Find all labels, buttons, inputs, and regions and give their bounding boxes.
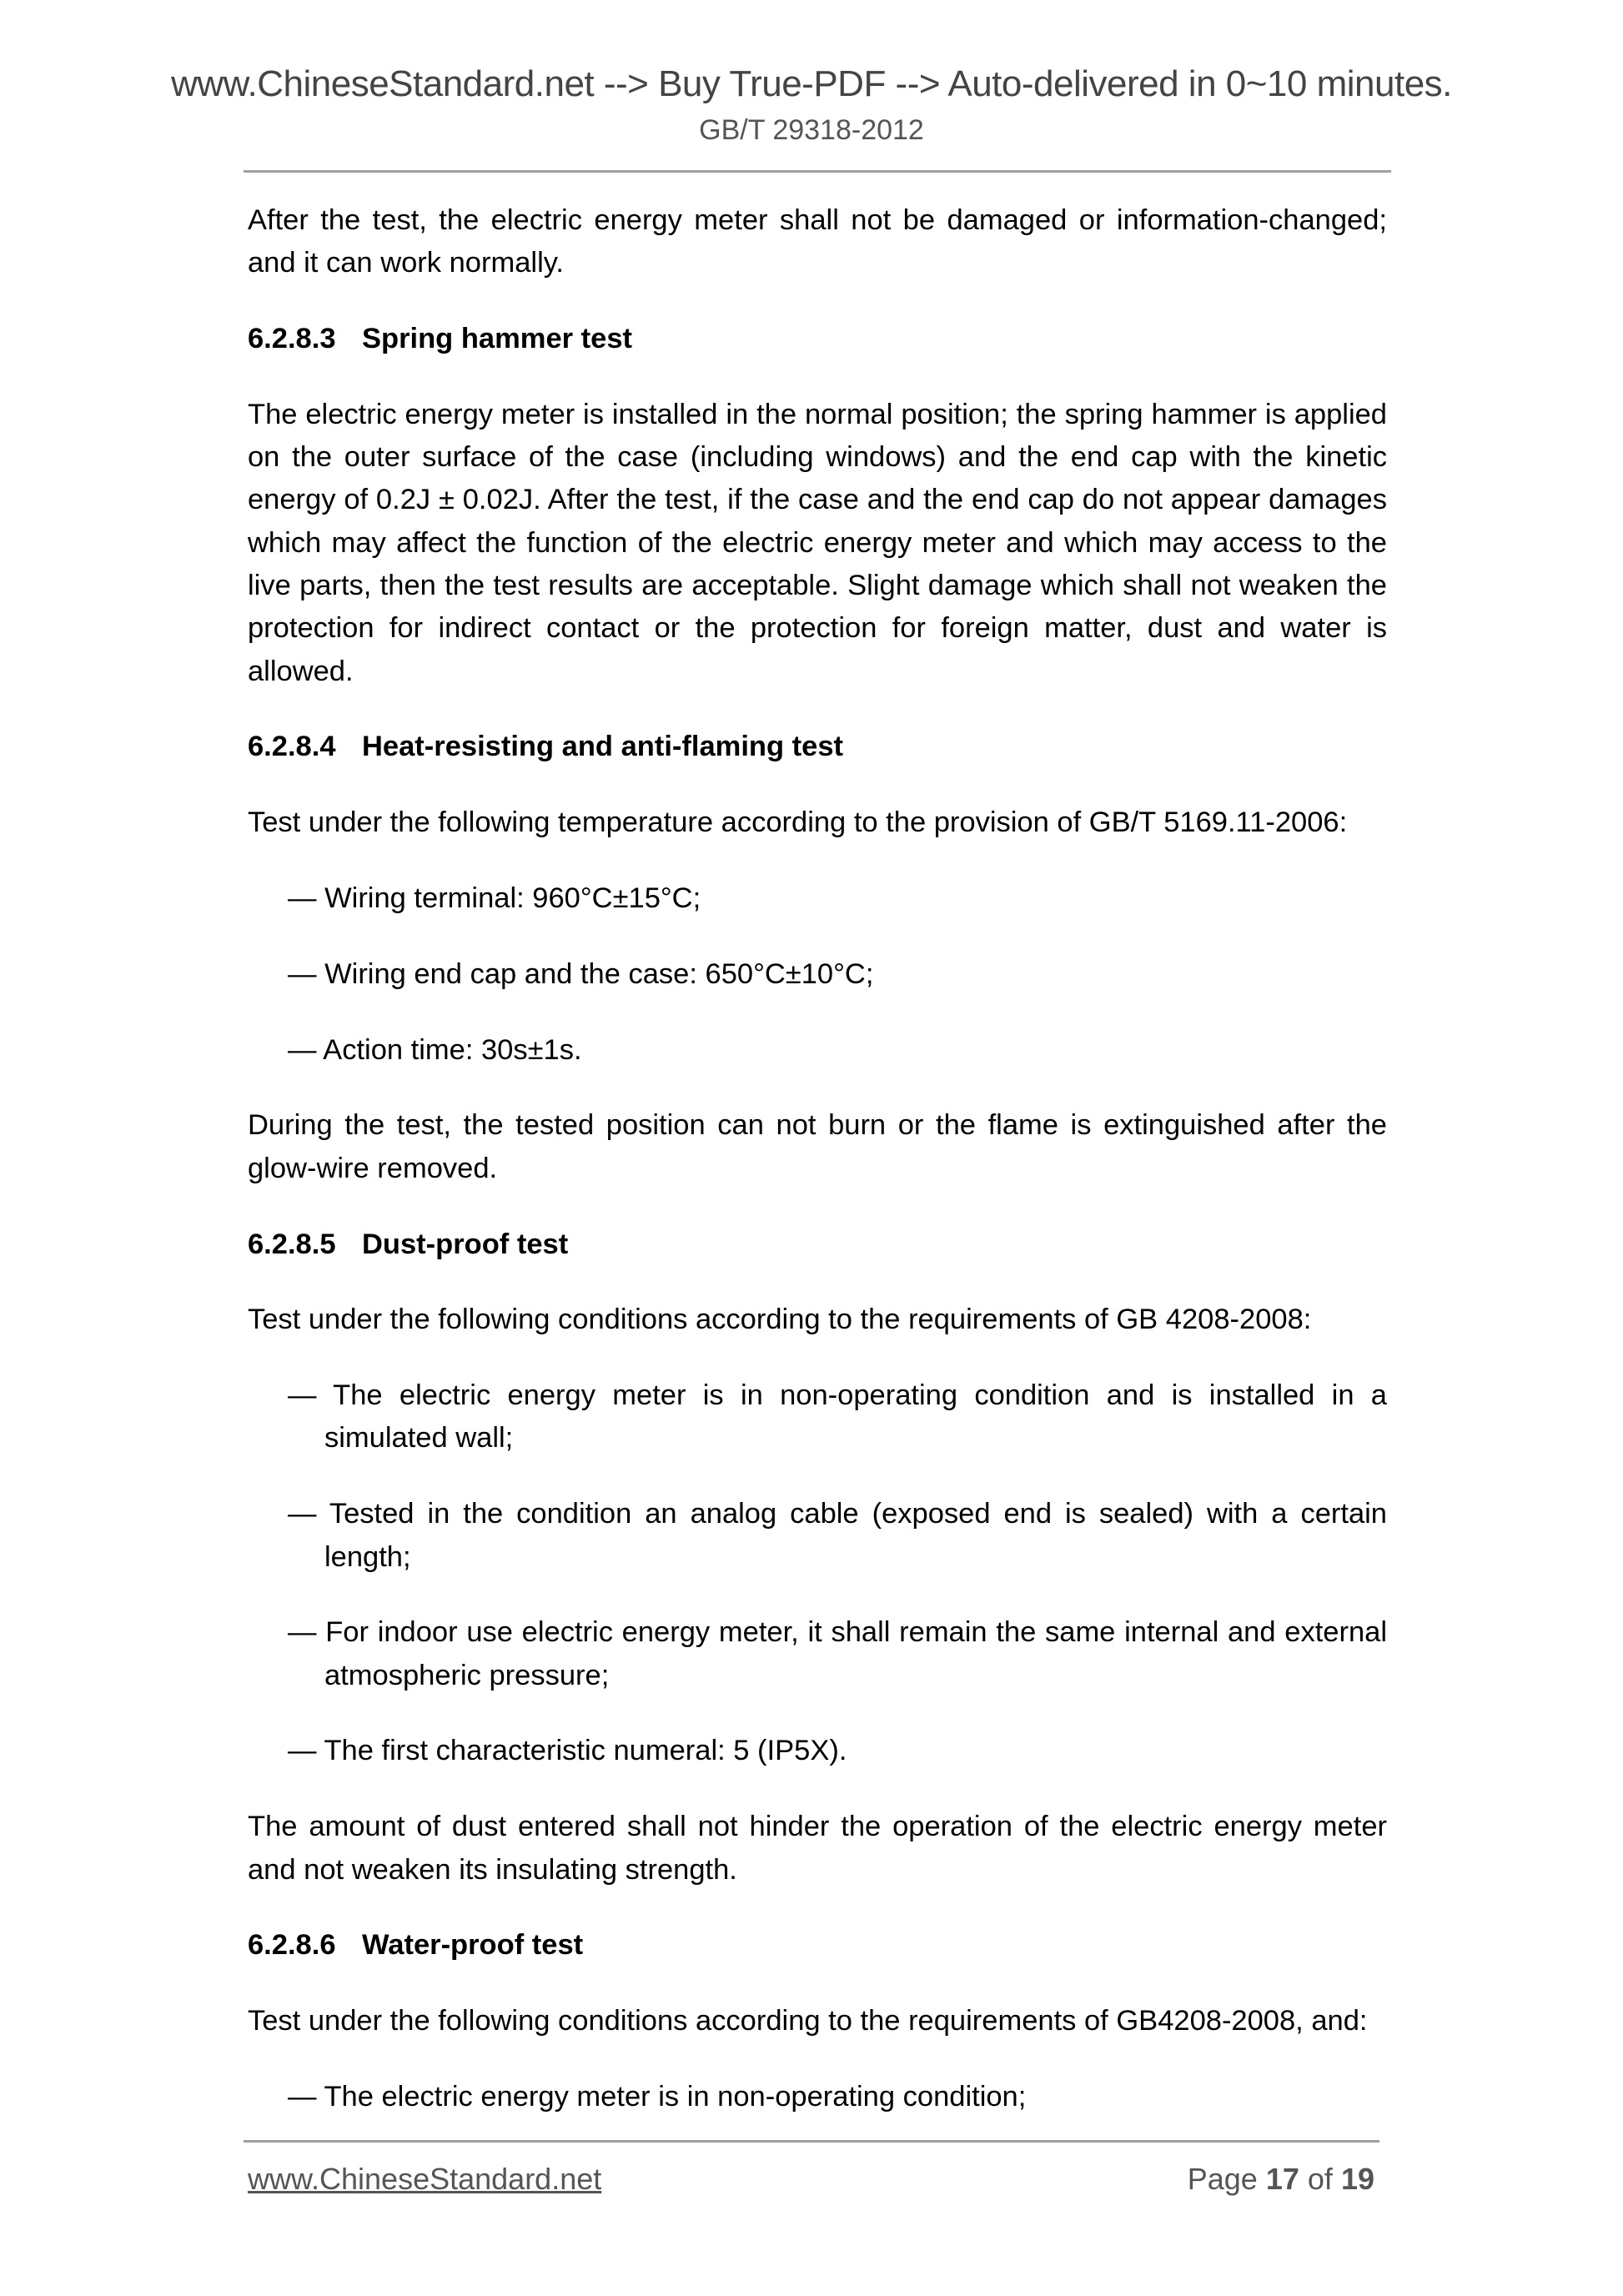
paragraph: During the test, the tested position can not burn or the flame is extinguished after the glow-wire removed.	[248, 1109, 1387, 1184]
section-title: Heat-resisting and anti-flaming test	[362, 731, 843, 763]
paragraph: Test under the following conditions according to the requirements of GB4208-2008, and:	[248, 2005, 1368, 2037]
section-number: 6.2.8.4	[248, 731, 336, 763]
total-pages: 19	[1340, 2162, 1374, 2196]
list-item: — Tested in the condition an analog cable (exposed end is sealed) with a certain length;	[288, 1498, 1387, 1573]
list-item: — The electric energy meter is in non-operating condition;	[288, 2080, 1027, 2113]
list-item: — For indoor use electric energy meter, it shall remain the same internal and external atmospheric pressure;	[288, 1616, 1387, 1691]
paragraph: Test under the following conditions according to the requirements of GB 4208-2008:	[248, 1304, 1312, 1336]
paragraph: The amount of dust entered shall not hinder the operation of the electric energy meter and not weaken its insulating strength.	[248, 1811, 1387, 1886]
list-item: — Wiring end cap and the case: 650°C±10°C;	[288, 957, 874, 990]
list-item: — Action time: 30s±1s.	[288, 1033, 582, 1066]
page-number	[1188, 2162, 1374, 2197]
section-title: Water-proof test	[362, 1929, 584, 1962]
list-item: — The first characteristic numeral: 5 (IP5X).	[288, 1735, 847, 1767]
section-heading	[248, 318, 1387, 360]
page-of-label: of	[1307, 2162, 1333, 2196]
paragraph: The electric energy meter is installed in the normal position; the spring hammer is applied on the outer surface of the case (including windows) and the end cap with the kinetic energy of 0.2J ± 0.02J. After the test, if the case and the end cap do not appear damages which may affect the function of the electric energy meter and which may access to the live parts, then the test results are acceptable. Slight damage which shall not weaken the protection for indirect contact or the protection for foreign matter, dust and water is allowed.	[248, 398, 1387, 687]
section-heading	[248, 726, 1387, 768]
paragraph: Test under the following temperature according to the provision of GB/T 5169.11-2006:	[248, 806, 1348, 839]
page-label: Page	[1187, 2162, 1258, 2196]
header-divider	[244, 170, 1391, 173]
section-number: 6.2.8.5	[248, 1228, 336, 1260]
page-body	[248, 199, 1387, 2152]
list-item: — Wiring terminal: 960°C±15°C;	[288, 882, 701, 915]
section-number: 6.2.8.3	[248, 323, 336, 355]
section-heading	[248, 1924, 1387, 1967]
footer-website-link[interactable]: www.ChineseStandard.net	[248, 2162, 602, 2196]
list-item: — The electric energy meter is in non-operating condition and is installed in a simulated wall;	[288, 1379, 1387, 1454]
paragraph: After the test, the electric energy meter shall not be damaged or information-changed; and it can work normally.	[248, 204, 1387, 279]
footer-divider	[244, 2140, 1379, 2143]
section-heading	[248, 1223, 1387, 1266]
header-banner: www.ChineseStandard.net --> Buy True-PDF --> Auto-delivered in 0~10 minutes.	[171, 63, 1452, 104]
section-title: Dust-proof test	[362, 1228, 569, 1260]
section-title: Spring hammer test	[362, 323, 632, 355]
section-number: 6.2.8.6	[248, 1929, 336, 1962]
current-page: 17	[1265, 2162, 1299, 2196]
document-id: GB/T 29318-2012	[699, 114, 924, 146]
